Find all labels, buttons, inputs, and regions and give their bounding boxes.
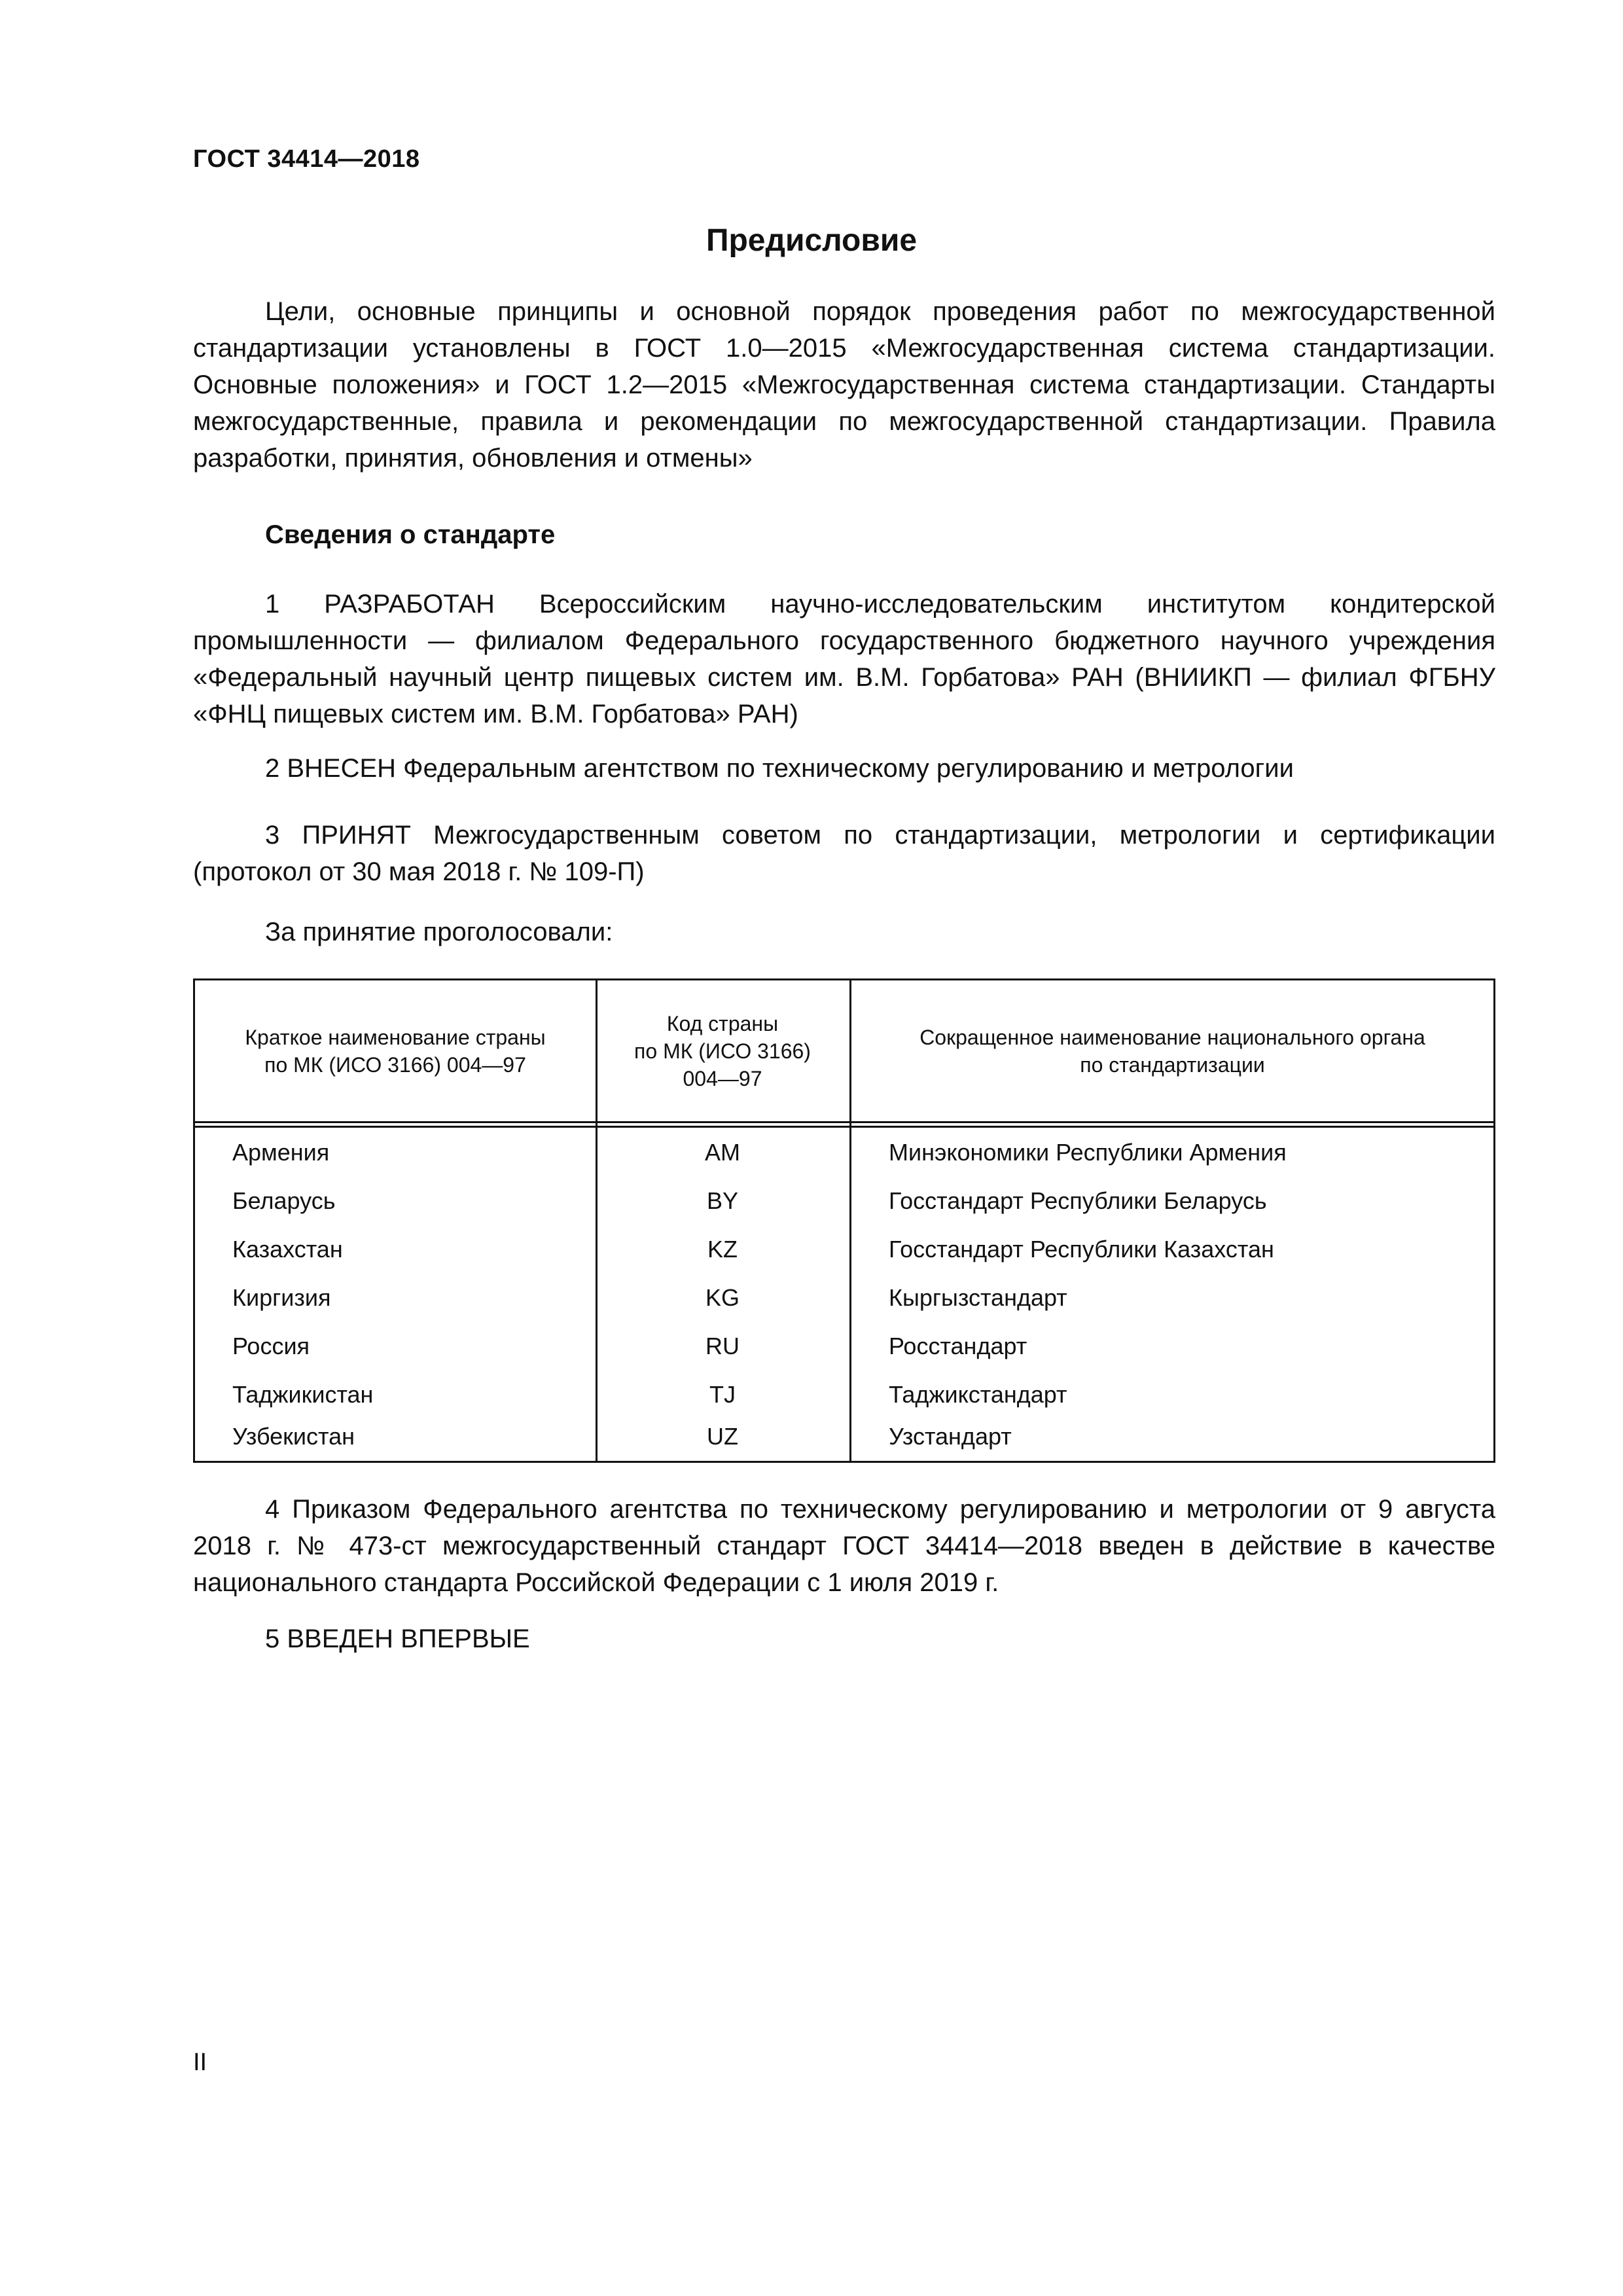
country-name: Россия — [232, 1333, 310, 1359]
national-body: Минэкономики Республики Армения — [889, 1139, 1287, 1166]
table-row — [195, 1412, 1493, 1461]
country-code: AM — [705, 1139, 740, 1166]
country-code: KZ — [707, 1236, 738, 1263]
table-row — [195, 1128, 1493, 1177]
country-name: Узбекистан — [232, 1423, 355, 1450]
info-item-3: 3 ПРИНЯТ Межгосударственным советом по стандартизации, метрологии и сертификации (протокол от 30 мая 2018 г. № 109-П) — [193, 821, 1495, 886]
page-title: Предисловие — [705, 223, 918, 258]
national-body: Госстандарт Республики Казахстан — [889, 1236, 1274, 1263]
table-header-divider — [195, 1121, 1493, 1123]
country-name: Таджикистан — [232, 1381, 374, 1408]
country-code: TJ — [709, 1381, 736, 1408]
table-header-divider — [195, 1126, 1493, 1128]
info-item-5: 5 ВВЕДЕН ВПЕРВЫЕ — [265, 1624, 530, 1653]
info-item-4: 4 Приказом Федерального агентства по техническому регулированию и метрологии от 9 августа 2018 г. № 473-ст межгосударственный стандарт ГОСТ 34414—2018 введен в действие в качестве национального стандарта Российской Федерации с 1 июля 2019 г. — [193, 1495, 1495, 1597]
info-item-1: 1 РАЗРАБОТАН Всероссийским научно-исследовательским институтом кондитерской промышленности — филиалом Федерального государственного бюджетного научного учреждения «Федеральный научный центр пищевых систем им. В.М. Горбатова» РАН (ВНИИКП — филиал ФГБНУ «ФНЦ пищевых систем им. В.М. Горбатова» РАН) — [193, 590, 1495, 728]
country-name: Казахстан — [232, 1236, 343, 1263]
table-row — [195, 1274, 1493, 1322]
voted-label: За принятие проголосовали: — [265, 918, 613, 946]
national-body: Кыргызстандарт — [889, 1284, 1067, 1311]
country-name: Беларусь — [232, 1187, 336, 1214]
info-item-2: 2 ВНЕСЕН Федеральным агентством по техническому регулированию и метрологии — [265, 754, 1294, 783]
country-name: Киргизия — [232, 1284, 331, 1311]
standard-code: ГОСТ 34414—2018 — [193, 145, 420, 173]
country-code: RU — [705, 1333, 740, 1359]
page-number: II — [193, 2049, 207, 2076]
section-heading: Сведения о стандарте — [265, 520, 556, 549]
table-row — [195, 1177, 1493, 1225]
table-row — [195, 1322, 1493, 1371]
country-code: BY — [706, 1187, 739, 1214]
table-row — [195, 1225, 1493, 1274]
table-header-body: Сокращенное наименование национального органа по стандартизации — [919, 1025, 1425, 1077]
country-name: Армения — [232, 1139, 330, 1166]
table-header-country: Краткое наименование страны по МК (ИСО 3166) 004—97 — [245, 1025, 546, 1077]
country-code: UZ — [707, 1423, 738, 1450]
table-row — [195, 1371, 1493, 1419]
country-code: KG — [705, 1284, 740, 1311]
voting-table — [193, 978, 1495, 1463]
national-body: Госстандарт Республики Беларусь — [889, 1187, 1267, 1214]
intro-paragraph: Цели, основные принципы и основной порядок проведения работ по межгосударственной стандартизации установлены в ГОСТ 1.0—2015 «Межгосударственная система стандартизации. Основные положения» и ГОСТ 1.2—2015 «Межгосударственная система стандартизации. Стандарты межгосударственные, правила и рекомендации по межгосударственной стандартизации. Правила разработки, принятия, обновления и отмены» — [193, 297, 1495, 473]
national-body: Росстандарт — [889, 1333, 1027, 1359]
national-body: Таджикстандарт — [889, 1381, 1067, 1408]
table-header-code: Код страны по МК (ИСО 3166) 004—97 — [634, 1011, 811, 1090]
national-body: Узстандарт — [889, 1423, 1012, 1450]
